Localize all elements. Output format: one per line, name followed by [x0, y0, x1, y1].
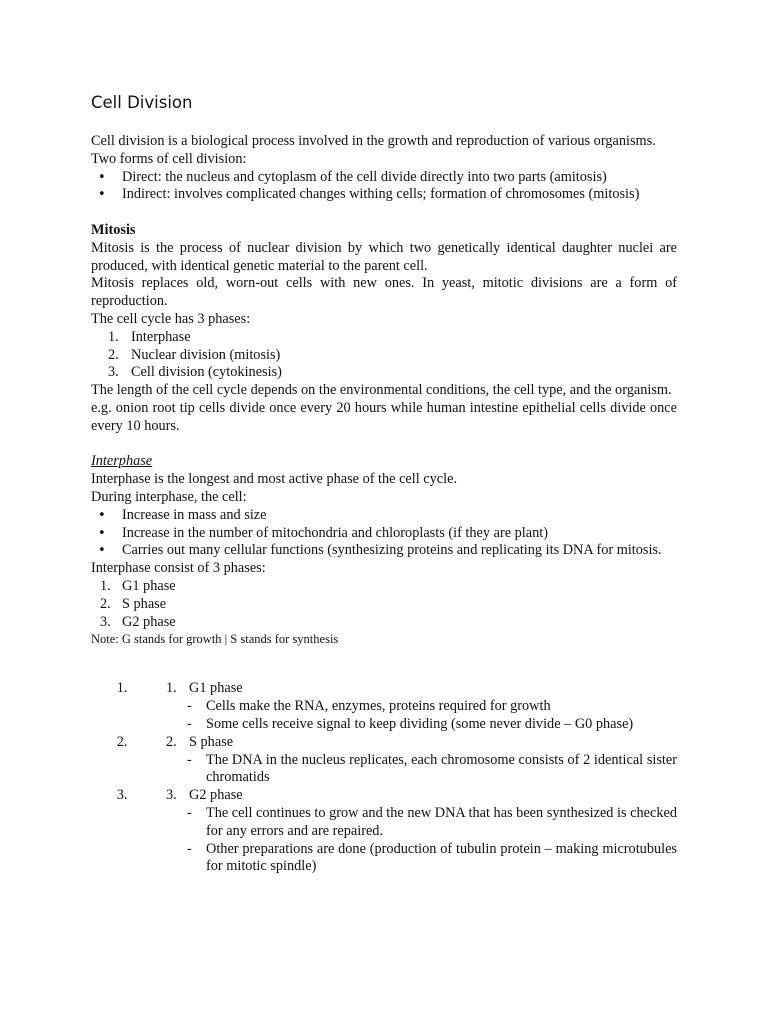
during-list: [91, 507, 677, 560]
consist-list: [91, 578, 677, 631]
list-item: 3. Cell division (cytokinesis): [108, 364, 282, 381]
forms-heading: Two forms of cell division:: [91, 150, 247, 167]
phase-points: [189, 752, 677, 788]
list-item: 1. Interphase: [108, 328, 191, 345]
mitosis-heading: Mitosis: [91, 221, 136, 238]
phase-label: G1 phase: [189, 680, 243, 697]
during-heading: During interphase, the cell:: [91, 488, 247, 505]
document-body: [91, 92, 677, 890]
phase-detail-s: 2. 2. S phase - The DNA in the nucleus replicates, each chromosome consists of 2 identical sister chromatids: [131, 734, 677, 787]
list-item: - Other preparations are done (production of tubulin protein – making microtubules for mitotic spindle): [189, 841, 677, 877]
list-item: 2. Nuclear division (mitosis): [108, 346, 281, 363]
phases-heading: The cell cycle has 3 phases:: [91, 310, 251, 327]
list-item: - The cell continues to grow and the new DNA that has been synthesized is checked for any errors and are repaired.: [189, 805, 677, 841]
list-item: 2. S phase: [100, 595, 167, 612]
interphase-paragraph: Interphase is the longest and most active phase of the cell cycle.: [91, 471, 458, 488]
list-item: • Increase in mass and size: [91, 507, 677, 525]
list-item: - The DNA in the nucleus replicates, each chromosome consists of 2 identical sister chromatids: [189, 752, 677, 788]
interphase-heading: Interphase: [91, 453, 153, 470]
phase-label: S phase: [189, 733, 234, 750]
note-text: Note: G stands for growth | S stands for synthesis: [91, 632, 339, 647]
mitosis-paragraph-3: The length of the cell cycle depends on the environmental conditions, the cell type, and the organism.: [91, 382, 672, 399]
list-item: 3. G2 phase: [100, 613, 176, 630]
intro-paragraph: Cell division is a biological process involved in the growth and reproduction of various organisms.: [91, 133, 656, 149]
forms-list: [91, 169, 677, 205]
consist-heading: Interphase consist of 3 phases:: [91, 560, 266, 577]
document-title: Cell Division: [91, 93, 193, 112]
phases-list: [91, 329, 677, 382]
list-item: • Direct: the nucleus and cytoplasm of the cell divide directly into two parts (amitosis): [91, 169, 677, 187]
list-item: - Some cells receive signal to keep dividing (some never divide – G0 phase): [189, 716, 677, 734]
mitosis-paragraph-1: Mitosis is the process of nuclear division by which two genetically identical daughter nuclei are produced, with identical genetic material to the parent cell.: [91, 239, 677, 274]
phase-points: [189, 698, 677, 734]
phase-detail-g2: 3. 3. G2 phase - The cell continues to grow and the new DNA that has been synthesized is checked for any errors and are repaired. - Other preparations are done (production of tubulin protein – making microtubules for mitotic spindle): [131, 787, 677, 876]
mitosis-paragraph-4: e.g. onion root tip cells divide once every 20 hours while human intestine epithelial cells divide once every 10 hours.: [91, 399, 677, 434]
list-item: • Carries out many cellular functions (synthesizing proteins and replicating its DNA for mitosis.: [91, 542, 677, 560]
phase-points: [189, 805, 677, 876]
phase-details-list: [91, 680, 677, 876]
list-item: • Indirect: involves complicated changes withing cells; formation of chromosomes (mitosis): [91, 186, 677, 204]
mitosis-paragraph-2: Mitosis replaces old, worn-out cells with new ones. In yeast, mitotic divisions are a form of reproduction.: [91, 275, 677, 310]
phase-detail-g1: 1. 1. G1 phase - Cells make the RNA, enzymes, proteins required for growth - Some cells receive signal to keep dividing (some never divide – G0 phase): [131, 680, 677, 733]
list-item: 1. G1 phase: [100, 577, 176, 594]
list-item: • Increase in the number of mitochondria and chloroplasts (if they are plant): [91, 525, 677, 543]
list-item: - Cells make the RNA, enzymes, proteins required for growth: [189, 698, 677, 716]
phase-label: G2 phase: [189, 787, 243, 804]
